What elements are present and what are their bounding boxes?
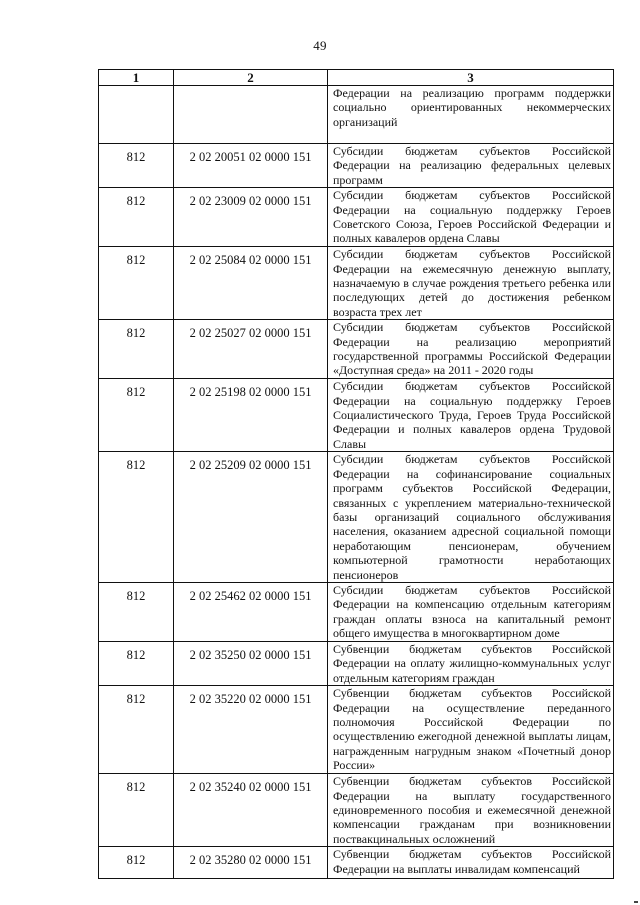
page-number: 49 — [313, 38, 327, 53]
description-cell: Субвенции бюджетам субъектов Российской Федерации на оплату жилищно-коммунальных услуг отдельным категориям граждан — [328, 641, 614, 685]
kbk-code-cell: 2 02 25462 02 0000 151 — [174, 582, 328, 641]
admin-code-cell: 812 — [99, 188, 174, 247]
admin-code-cell: 812 — [99, 144, 174, 188]
description-cell: Субвенции бюджетам субъектов Российской Федерации на выплаты инвалидам компенсаций — [328, 847, 614, 879]
kbk-code-cell: 2 02 25209 02 0000 151 — [174, 452, 328, 583]
admin-code-cell: 812 — [99, 452, 174, 583]
admin-code-cell: 812 — [99, 582, 174, 641]
table-header-row — [99, 70, 614, 86]
kbk-code-cell: 2 02 35280 02 0000 151 — [174, 847, 328, 879]
description-cell: Субсидии бюджетам субъектов Российской Федерации на софинансирование социальных программ субъектов Российской Федерации, связанных с укреплением материально-технической базы организаций социального обслуживания населения, оказанием адресной социальной помощи неработающим пенсионерам, обучением компьютерной грамотности неработающих пенсионеров — [328, 452, 614, 583]
admin-code-cell: 812 — [99, 379, 174, 452]
kbk-code-cell: 2 02 35240 02 0000 151 — [174, 774, 328, 847]
table-row — [99, 86, 614, 144]
kbk-code-cell: 2 02 35250 02 0000 151 — [174, 641, 328, 685]
kbk-code-cell: 2 02 25198 02 0000 151 — [174, 379, 328, 452]
description-cell: Субсидии бюджетам субъектов Российской Федерации на социальную поддержку Героев Социалистического Труда, Героев Труда Российской Федерации и полных кавалеров ордена Трудовой Славы — [328, 379, 614, 452]
column-header-3: 3 — [328, 70, 614, 86]
budget-codes-table — [98, 69, 614, 879]
kbk-code-cell: 2 02 25084 02 0000 151 — [174, 247, 328, 320]
admin-code-cell: 812 — [99, 774, 174, 847]
column-header-2: 2 — [174, 70, 328, 86]
scan-artifact — [634, 901, 638, 903]
kbk-code-cell — [174, 86, 328, 144]
table-row — [99, 582, 614, 641]
column-header-1: 1 — [99, 70, 174, 86]
table-row — [99, 144, 614, 188]
table-row — [99, 247, 614, 320]
description-cell: Субсидии бюджетам субъектов Российской Федерации на реализацию федеральных целевых программ — [328, 144, 614, 188]
description-cell: Субвенции бюджетам субъектов Российской Федерации на выплату государственного единовременного пособия и ежемесячной денежной компенсации гражданам при возникновении поствакцинальных осложнений — [328, 774, 614, 847]
kbk-code-cell: 2 02 23009 02 0000 151 — [174, 188, 328, 247]
table-row — [99, 641, 614, 685]
description-cell: Субсидии бюджетам субъектов Российской Федерации на социальную поддержку Героев Советского Союза, Героев Российской Федерации и полных кавалеров ордена Славы — [328, 188, 614, 247]
admin-code-cell: 812 — [99, 686, 174, 774]
kbk-code-cell: 2 02 20051 02 0000 151 — [174, 144, 328, 188]
kbk-code-cell: 2 02 35220 02 0000 151 — [174, 686, 328, 774]
table-row — [99, 774, 614, 847]
description-cell: Субсидии бюджетам субъектов Российской Федерации на ежемесячную денежную выплату, назначаемую в случае рождения третьего ребенка или последующих детей до достижения ребенком возраста трех лет — [328, 247, 614, 320]
admin-code-cell — [99, 86, 174, 144]
description-cell: Субсидии бюджетам субъектов Российской Федерации на реализацию мероприятий государственной программы Российской Федерации «Доступная среда» на 2011 - 2020 годы — [328, 320, 614, 379]
table-row — [99, 452, 614, 583]
kbk-code-cell: 2 02 25027 02 0000 151 — [174, 320, 328, 379]
description-cell: Федерации на реализацию программ поддержки социально ориентированных некоммерческих организаций — [328, 86, 614, 144]
table-row — [99, 847, 614, 879]
table-row — [99, 379, 614, 452]
admin-code-cell: 812 — [99, 320, 174, 379]
description-cell: Субвенции бюджетам субъектов Российской Федерации на осуществление переданного полномочия Российской Федерации по осуществлению ежегодной денежной выплаты лицам, награжденным нагрудным знаком «Почетный донор России» — [328, 686, 614, 774]
table-row — [99, 686, 614, 774]
admin-code-cell: 812 — [99, 247, 174, 320]
description-cell: Субсидии бюджетам субъектов Российской Федерации на компенсацию отдельным категориям граждан оплаты взноса на капитальный ремонт общего имущества в многоквартирном доме — [328, 582, 614, 641]
admin-code-cell: 812 — [99, 641, 174, 685]
table-row — [99, 188, 614, 247]
admin-code-cell: 812 — [99, 847, 174, 879]
table-row — [99, 320, 614, 379]
